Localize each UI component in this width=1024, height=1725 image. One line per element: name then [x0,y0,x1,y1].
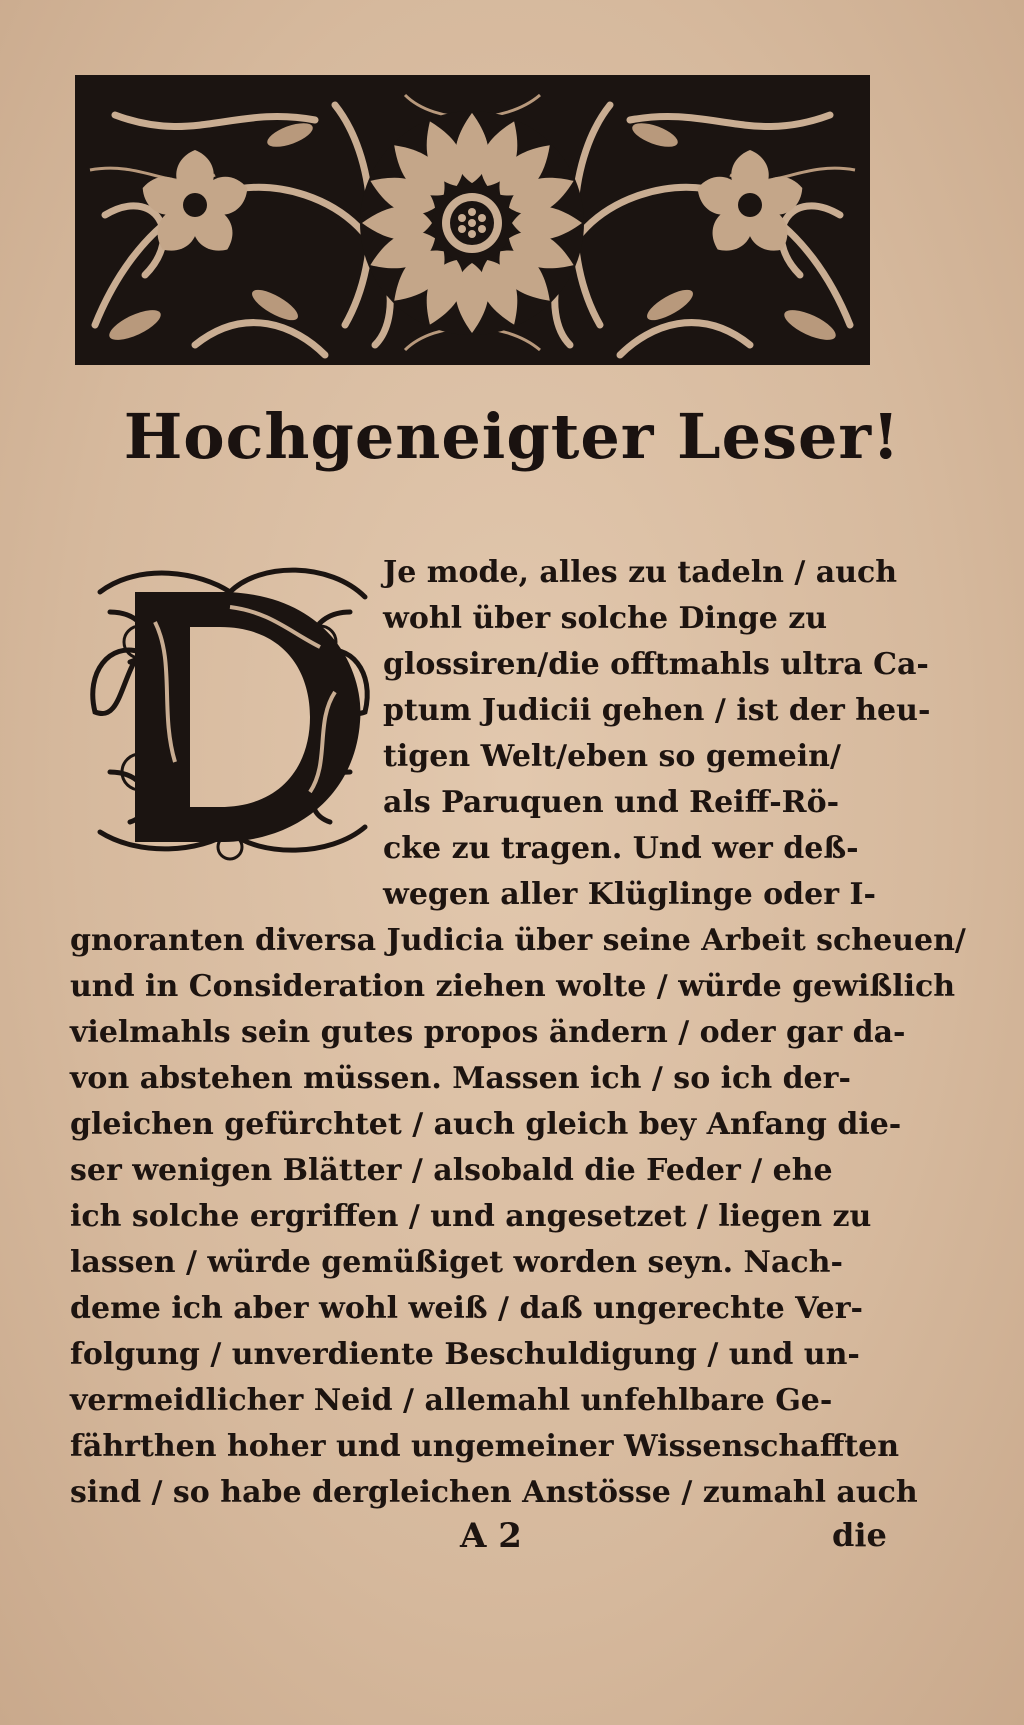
text-line-1 [383,550,898,596]
text-line-8 [383,872,883,918]
text-line-4 [383,688,931,734]
text-line-11 [70,1010,906,1056]
signature-mark: A 2 [460,1516,522,1556]
line-content: von abstehen müssen. Massen ich / so ich der- [70,1061,851,1096]
page-heading: Hochgeneigter Leser! [123,400,901,473]
text-line-16 [70,1240,885,1286]
line-content: glossiren/die offtmahls ultra Ca- [383,647,929,682]
text-line-17 [70,1286,885,1332]
line-content: sind / so habe dergleichen Anstösse / zumahl auch [70,1475,918,1510]
text-line-6 [383,780,883,826]
text-line-2 [383,596,883,642]
line-content: wohl über solche Dinge zu [383,601,828,636]
text-line-9 [70,918,966,964]
text-line-18 [70,1332,885,1378]
text-line-15 [70,1194,885,1240]
line-content: gleichen gefürchtet / auch gleich bey Anfang die- [70,1107,902,1142]
line-content: gnoranten diversa Judicia über seine Arbeit scheuen/ [70,923,966,958]
line-content: fährthen hoher und ungemeiner Wissenschafften [70,1429,900,1464]
line-content: vermeidlicher Neid / allemahl unfehlbare Ge- [70,1383,833,1418]
text-line-13 [70,1102,902,1148]
line-content: deme ich aber wohl weiß / daß ungerechte Ver- [70,1291,864,1326]
line-content: folgung / unverdiente Beschuldigung / und un- [70,1337,860,1372]
text-line-14 [70,1148,885,1194]
line-content: Je mode, alles zu tadeln / auch [383,555,898,590]
text-line-3 [383,642,929,688]
line-content: als Paruquen und Reiff-Rö- [383,785,840,820]
text-line-10 [70,964,956,1010]
line-content: vielmahls sein gutes propos ändern / oder gar da- [70,1015,906,1050]
text-line-5 [383,734,883,780]
line-content: und in Consideration ziehen wolte / würde gewißlich [70,969,956,1004]
text-line-21 [70,1470,918,1516]
line-content: ich solche ergriffen / und angesetzet / liegen zu [70,1199,872,1234]
text-line-20 [70,1424,900,1470]
line-content: cke zu tragen. Und wer deß- [383,831,859,866]
line-content: lassen / würde gemüßiget worden seyn. Nach- [70,1245,843,1280]
line-content: ptum Judicii gehen / ist der heu- [383,693,931,728]
decorated-initial-d [80,552,380,870]
catchword: die [832,1516,887,1554]
text-line-19 [70,1378,885,1424]
text-line-12 [70,1056,885,1102]
ornamental-headpiece [75,75,870,365]
line-content: wegen aller Klüglinge oder I- [383,877,876,912]
line-content: tigen Welt/eben so gemein/ [383,739,841,774]
text-line-7 [383,826,883,872]
line-content: ser wenigen Blätter / alsobald die Feder / ehe [70,1153,833,1188]
